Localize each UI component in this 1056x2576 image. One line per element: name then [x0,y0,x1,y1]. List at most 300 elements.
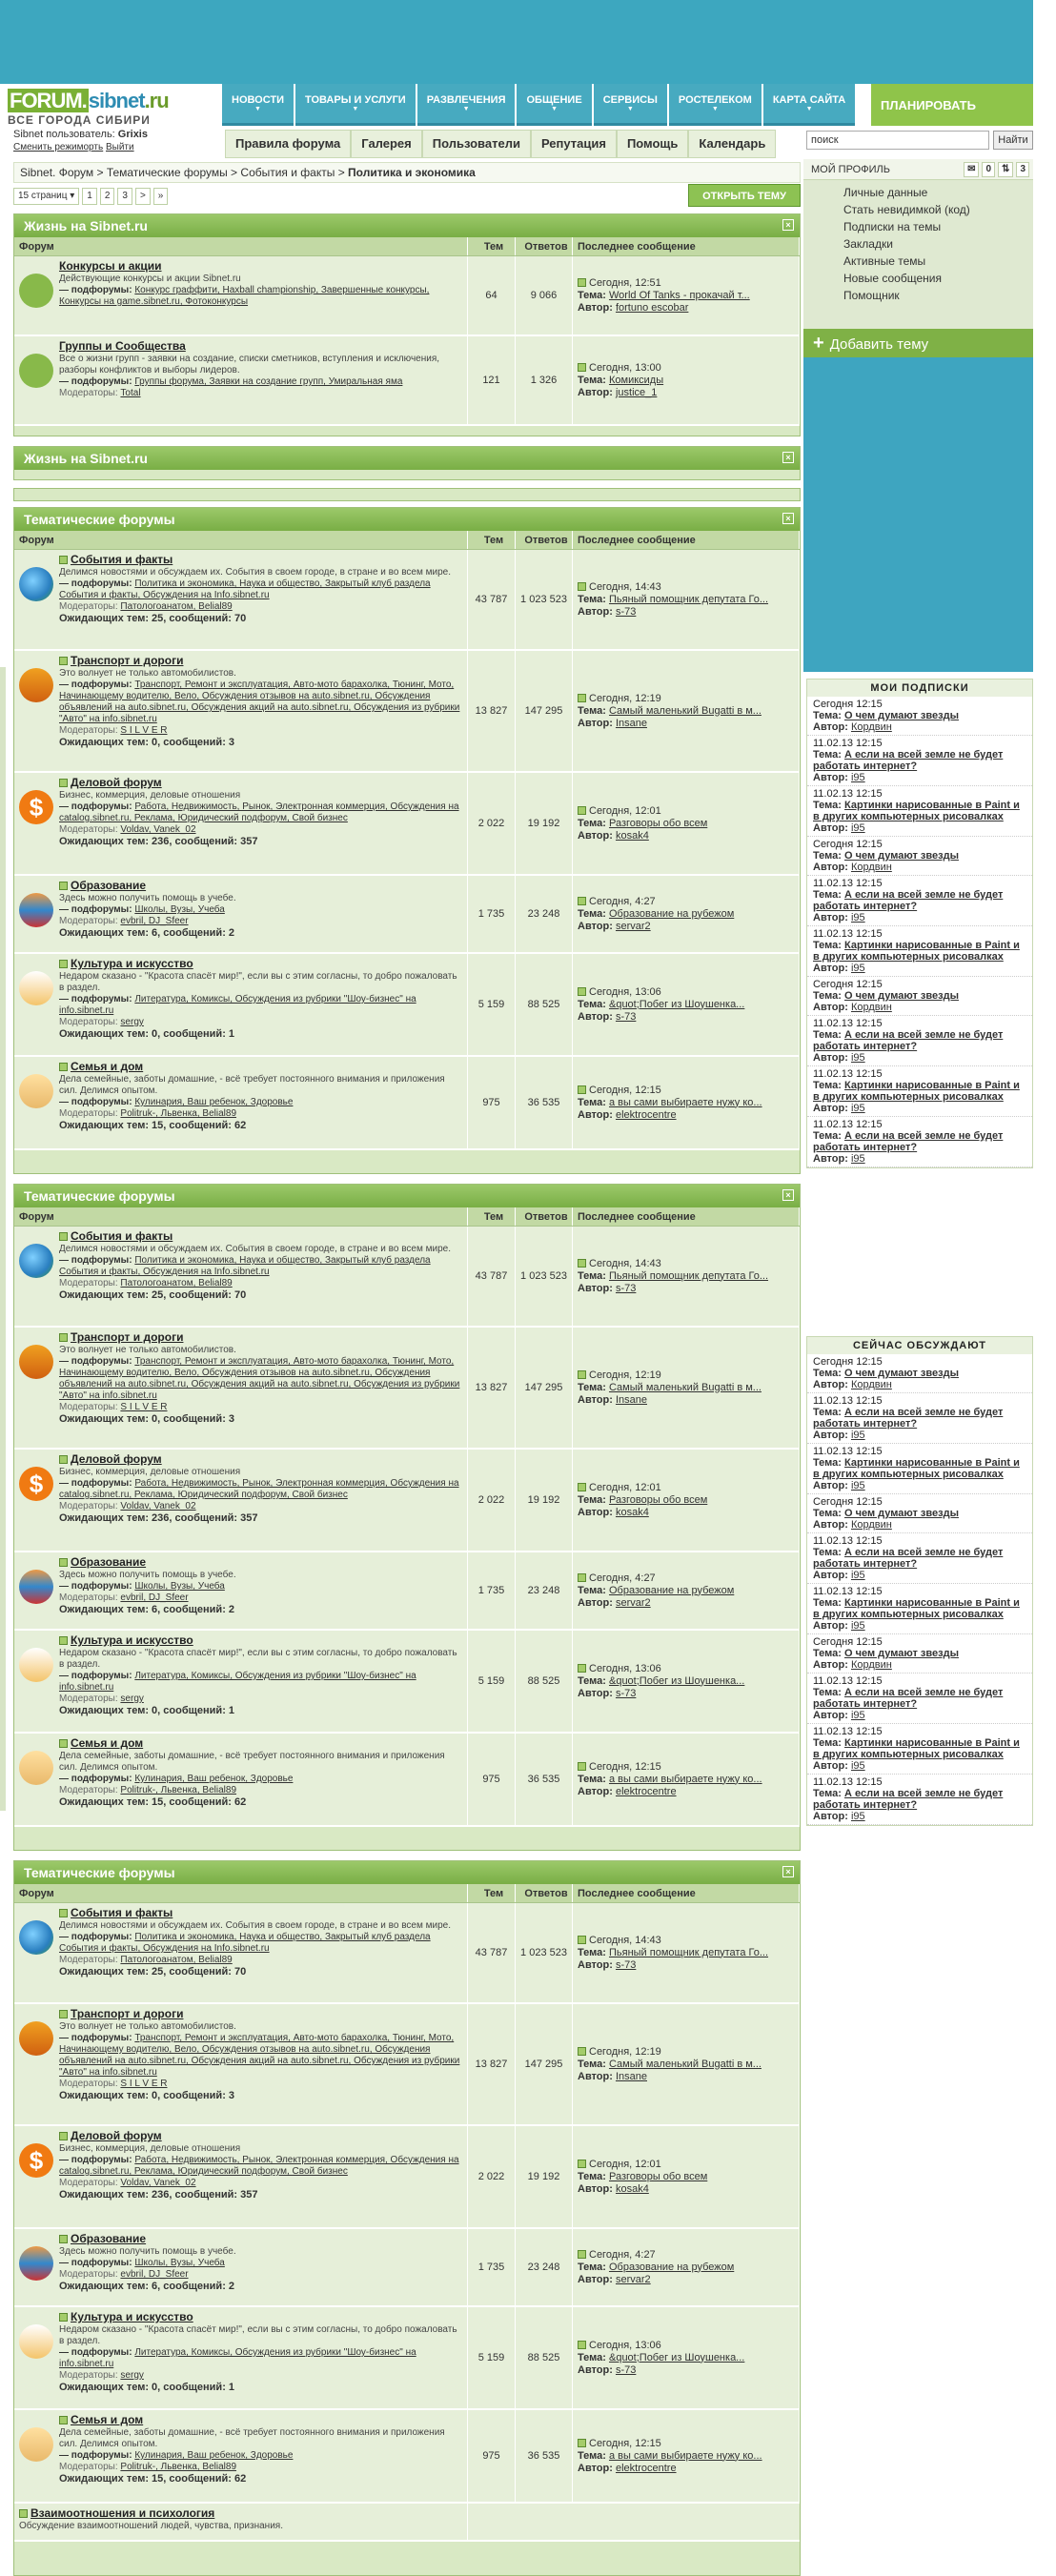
topic-link[interactable]: Картинки нарисованные в Paint и в других компьютерных рисовалках [813,1457,1020,1480]
forum-title[interactable]: Деловой форум [71,1452,162,1466]
forum-title[interactable]: Группы и Сообщества [59,339,186,353]
topic-link[interactable]: О чем думают звезды [843,1648,959,1659]
last-post-icon[interactable] [578,2250,586,2259]
topic-link[interactable]: О чем думают звезды [843,850,959,862]
forum-title-line [59,340,462,354]
forum-cell [14,256,468,335]
last-post-author [578,718,794,730]
rss-icon[interactable] [19,2509,28,2518]
last-post-topic-link[interactable]: Разговоры обо всем [608,2170,708,2182]
last-post-icon[interactable] [578,278,586,287]
rss-icon[interactable] [59,1063,68,1071]
forum-title[interactable]: События и факты [71,553,173,566]
page-link[interactable]: 1 [82,188,97,205]
nav-item-5[interactable] [669,84,762,126]
profile-item[interactable]: Закладки [843,237,893,251]
page-link[interactable]: > [135,188,151,205]
topic-link[interactable]: Картинки нарисованные в Paint и в других компьютерных рисовалках [813,1737,1020,1760]
subforums-links[interactable]: Политика и экономика, Наука и общество, Закрытый клуб раздела События и факты, Обсуждения на Info.sibnet.ru [59,578,431,600]
last-post-author [578,2463,794,2475]
rss-icon[interactable] [59,657,68,665]
last-post-topic-link[interactable]: Самый маленький Bugatti в м... [608,1381,762,1393]
last-post-author-link[interactable]: s-73 [615,1958,637,1971]
nav-item-6[interactable] [763,84,855,126]
last-post-topic-link[interactable]: Пьяный помощник депутата Го... [608,1946,769,1958]
rss-icon[interactable] [59,1739,68,1748]
last-post-topic-link[interactable]: Пьяный помощник депутата Го... [608,1269,769,1282]
mail-count: 0 [982,162,995,177]
page-link[interactable]: 2 [100,188,115,205]
item-date: Сегодня 12:15 [813,1636,883,1648]
author-link[interactable]: i95 [850,1710,865,1721]
forum-title-line [59,1634,462,1648]
subforums-links[interactable]: Работа, Недвижимость, Рынок, Электронная коммерция, Обсуждения на catalog.sibnet.ru, Реклама, Юридический подфорум, Свой бизнес [59,2155,459,2177]
rss-icon[interactable] [59,2313,68,2322]
mods-links[interactable]: Total [120,388,141,398]
forum-title[interactable]: Транспорт и дороги [71,1330,184,1344]
author-link[interactable]: Кордвин [850,1519,892,1531]
last-post-topic-link[interactable]: Образование на рубежом [608,1584,735,1596]
last-post-icon[interactable] [578,1762,586,1771]
mods-links[interactable]: S I L V E R [120,725,168,736]
rss-icon[interactable] [59,1455,68,1464]
topic-label: Тема: [813,1029,842,1041]
profile-item[interactable]: Помощник [843,289,900,302]
rss-icon[interactable] [59,1909,68,1917]
subforums-links[interactable]: Школы, Вузы, Учеба [134,1581,225,1592]
subforums-links[interactable]: Транспорт, Ремонт и эксплуатация, Авто-мото барахолка, Тюнинг, Мото, Начинающему водителю, Вело, Обсуждения отзывов на auto.sibnet.ru, Обсуждения объявлений на auto.sibnet.ru, Обсуждения акций на auto.sibnet.ru, Обсуждения из рубрики "Авто" на info.sibnet.ru [59,1356,460,1401]
topic-link[interactable]: Картинки нарисованные в Paint и в других компьютерных рисовалках [813,1597,1020,1620]
last-post-author-link[interactable]: Insane [615,1393,647,1406]
last-post-icon[interactable] [578,1483,586,1491]
last-post-icon[interactable] [578,2341,586,2349]
last-post-icon[interactable] [578,806,586,815]
subforums-label: — подфорумы: [59,1356,132,1367]
last-post-author-link[interactable]: Insane [615,2070,647,2082]
collapse-icon[interactable]: × [782,1189,794,1201]
page-link[interactable]: » [153,188,169,205]
topic-link[interactable]: О чем думают звезды [843,1368,959,1379]
user-name[interactable]: Grixis [117,129,148,140]
last-post-topic-link[interactable]: &quot;Побег из Шоушенка... [608,2351,745,2363]
last-post-author-link[interactable]: s-73 [615,1010,637,1023]
last-post-icon[interactable] [578,1085,586,1094]
item-author [813,1659,1026,1671]
author-link[interactable]: i95 [850,822,865,834]
last-post-icon[interactable] [578,582,586,591]
mods-label: Модераторы: [59,725,118,736]
rss-icon[interactable] [59,1636,68,1645]
collapse-icon[interactable]: × [782,452,794,463]
last-post-date-text: Сегодня, 4:27 [589,2248,656,2261]
subforums-links[interactable]: Работа, Недвижимость, Рынок, Электронная коммерция, Обсуждения на catalog.sibnet.ru, Реклама, Юридический подфорум, Свой бизнес [59,801,459,823]
last-post-icon[interactable] [578,694,586,702]
subnav-item-3[interactable]: Репутация [531,130,617,158]
nav-item-label: ТОВАРЫ И УСЛУГИ [305,93,406,106]
rss-icon[interactable] [59,2132,68,2140]
item-topic [813,1457,1026,1480]
last-post-topic-link[interactable]: World Of Tanks - прокачай т... [608,289,750,301]
section-header[interactable] [14,1185,800,1207]
author-link[interactable]: i95 [850,1103,865,1114]
rss-icon[interactable] [59,882,68,890]
section-header[interactable] [14,447,800,470]
topics-count: 2 022 [468,2126,516,2227]
last-post-topic-link[interactable]: Самый маленький Bugatti в м... [608,704,762,717]
topic-link[interactable]: А если на всей земле не будет работать интернет? [813,889,1004,912]
section-header[interactable] [14,508,800,531]
last-post-topic-link[interactable]: а вы сами выбираете нужу ко... [608,1096,762,1108]
rss-icon[interactable] [59,1232,68,1241]
author-link[interactable]: Кордвин [850,1659,892,1671]
rss-icon[interactable] [59,1558,68,1567]
pagination [13,188,168,205]
forum-title[interactable]: Образование [71,879,147,892]
subforums-links[interactable]: Литература, Комиксы, Обсуждения из рубрики "Шоу-бизнес" на info.sibnet.ru [59,1671,416,1693]
waiting-count: Ожидающих тем: 0, сообщений: 3 [59,1413,235,1425]
last-post-icon[interactable] [578,1259,586,1268]
item-author [813,1480,1026,1491]
subforums-links[interactable]: Кулинария, Ваш ребенок, Здоровье [134,2450,294,2461]
mods-links[interactable]: evbril, DJ_Sfeer [120,1592,189,1603]
last-post-icon[interactable] [578,987,586,996]
mods-links[interactable]: Politruk-, Львенка, Belial89 [120,1785,237,1795]
topic-link[interactable]: А если на всей земле не будет работать интернет? [813,1407,1004,1430]
last-post-topic-link[interactable]: Образование на рубежом [608,2261,735,2273]
collapse-icon[interactable]: × [782,219,794,231]
subforums-label: — подфорумы: [59,679,132,690]
profile-item[interactable]: Личные данные [843,186,928,199]
last-post-topic [578,1675,794,1688]
last-post-author-link[interactable]: Insane [615,717,647,729]
mods-links[interactable]: Патологоанатом, Belial89 [120,601,233,612]
waiting-count: Ожидающих тем: 0, сообщений: 3 [59,2090,235,2101]
last-post-author-link[interactable]: kosak4 [615,829,649,842]
rss-icon[interactable] [59,2235,68,2243]
forum-title[interactable]: Транспорт и дороги [71,2007,184,2020]
topic-link[interactable]: А если на всей земле не будет работать интернет? [813,1547,1004,1570]
mods-links[interactable]: Патологоанатом, Belial89 [120,1955,233,1965]
subnav-item-2[interactable]: Пользователи [422,130,531,158]
last-post-author-link[interactable]: s-73 [615,1687,637,1699]
last-post-icon[interactable] [578,897,586,905]
topic-link[interactable]: А если на всей земле не будет работать интернет? [813,1788,1004,1811]
item-author [813,1710,1026,1721]
subforums-links[interactable]: Кулинария, Ваш ребенок, Здоровье [134,1097,294,1107]
last-post-topic-link[interactable]: Образование на рубежом [608,907,735,920]
forum-title[interactable]: Культура и искусство [71,2310,193,2323]
subforums-links[interactable]: Транспорт, Ремонт и эксплуатация, Авто-мото барахолка, Тюнинг, Мото, Начинающему водителю, Вело, Обсуждения отзывов на auto.sibnet.ru, Обсуждения объявлений на auto.sibnet.ru, Обсуждения акций на auto.sibnet.ru, Обсуждения из рубрики "Авто" на info.sibnet.ru [59,679,460,724]
subnav-item-5[interactable]: Календарь [688,130,776,158]
author-link[interactable]: i95 [850,1430,865,1441]
mods-links[interactable]: S I L V E R [120,1402,168,1412]
topic-link[interactable]: Картинки нарисованные в Paint и в других компьютерных рисовалках [813,1080,1020,1103]
forum-cell [14,2126,468,2227]
last-post-author-link[interactable]: elektrocentre [615,1108,677,1121]
replies-count: 147 295 [516,2004,573,2124]
author-link[interactable]: i95 [850,1570,865,1581]
subforums-links[interactable]: Школы, Вузы, Учеба [134,2258,225,2268]
topic-link[interactable]: А если на всей земле не будет работать интернет? [813,1029,1004,1052]
author-link[interactable]: Кордвин [850,721,892,733]
new-topic-button[interactable]: ОТКРЫТЬ ТЕМУ [688,184,801,207]
author-link[interactable]: Кордвин [850,1002,892,1013]
last-post-icon[interactable] [578,2439,586,2447]
last-post-topic-link[interactable]: &quot;Побег из Шоушенка... [608,1674,745,1687]
subforums-links[interactable]: Кулинария, Ваш ребенок, Здоровье [134,1774,294,1784]
last-post-topic-link[interactable]: а вы сами выбираете нужу ко... [608,1773,762,1785]
forum-title[interactable]: События и факты [71,1229,173,1243]
subscriptions-box [806,679,1033,1168]
subforums-links[interactable]: Транспорт, Ремонт и эксплуатация, Авто-мото барахолка, Тюнинг, Мото, Начинающему водителю, Вело, Обсуждения отзывов на auto.sibnet.ru, Обсуждения объявлений на auto.sibnet.ru, Обсуждения акций на auto.sibnet.ru, Обсуждения из рубрики "Авто" на info.sibnet.ru [59,2033,460,2078]
mods-links[interactable]: Politruk-, Львенка, Belial89 [120,2462,237,2472]
mods-links[interactable]: Voldav, Vanek_02 [120,824,196,835]
last-post-icon[interactable] [578,1573,586,1582]
last-post-icon[interactable] [578,1664,586,1673]
collapse-icon[interactable]: × [782,1866,794,1877]
rss-icon[interactable] [59,960,68,968]
nav-item-0[interactable] [222,84,294,126]
forum-title[interactable]: Культура и искусство [71,957,193,970]
last-post-date [578,2159,794,2171]
section-header[interactable] [14,214,800,237]
last-post-icon[interactable] [578,1936,586,1944]
mods-links[interactable]: evbril, DJ_Sfeer [120,916,189,926]
last-post-topic-link[interactable]: Самый маленький Bugatti в м... [608,2058,762,2070]
forum-title[interactable]: Семья и дом [71,1060,144,1073]
forum-cell [14,2307,468,2408]
author-link[interactable]: i95 [850,912,865,923]
topic-label: Тема: [813,940,842,951]
forum-row [14,336,800,426]
mods-links[interactable]: Politruk-, Львенка, Belial89 [120,1108,237,1119]
subnav-item-4[interactable]: Помощь [617,130,688,158]
add-topic-button[interactable] [803,329,1033,357]
rss-icon[interactable] [59,556,68,564]
last-post-author-link[interactable]: servar2 [615,1596,651,1609]
forum-row [14,1328,800,1450]
topics-count: 2 022 [468,773,516,874]
profile-item[interactable]: Активные темы [843,254,926,268]
author-link[interactable]: i95 [850,963,865,974]
last-post-topic [578,594,794,606]
topic-link[interactable]: А если на всей земле не будет работать интернет? [813,749,1004,772]
section-title: Тематические форумы [24,1865,175,1880]
last-post-author-link[interactable]: kosak4 [615,1506,649,1518]
moderators [59,725,462,737]
subforums [59,1255,462,1278]
site-logo[interactable] [8,89,212,125]
topics-count: 43 787 [468,1227,516,1326]
last-post-date [578,362,794,375]
last-post-topic-link[interactable]: Разговоры обо всем [608,817,708,829]
last-post-icon[interactable] [578,1370,586,1379]
topic-link[interactable]: Картинки нарисованные в Paint и в других компьютерных рисовалках [813,940,1020,963]
subforums-links[interactable]: Конкурс граффити, Haxball championship, Завершенные конкурсы, Конкурсы на game.sibnet.ru, Фотоконкурсы [59,285,430,307]
mods-links[interactable]: Патологоанатом, Belial89 [120,1278,233,1288]
forum-cell [14,1450,468,1551]
subnav-item-0[interactable]: Правила форума [225,130,351,158]
truck-icon [19,2021,53,2056]
last-post-icon[interactable] [578,363,586,372]
last-post-author-link[interactable]: s-73 [615,1282,637,1294]
nav-item-2[interactable] [417,84,516,126]
forum-title-line [59,2311,462,2324]
topic-link[interactable]: А если на всей земле не будет работать интернет? [813,1687,1004,1710]
subforums [59,1356,462,1402]
last-post [573,773,800,874]
rss-icon[interactable] [59,1333,68,1342]
subforums-links[interactable]: Группы форума, Заявки на создание групп, Умиральная яма [134,376,403,387]
waiting-count: Ожидающих тем: 6, сообщений: 2 [59,927,235,939]
forum-description: Делимся новостями и обсуждаем их. События в своем городе, в стране и во всем мире. [59,1244,451,1254]
topics-count: 5 159 [468,954,516,1055]
forum-title[interactable]: Культура и искусство [71,1633,193,1647]
author-label: Автор: [578,386,613,398]
collapse-icon[interactable]: × [782,513,794,524]
topic-link[interactable]: А если на всей земле не будет работать интернет? [813,1130,1004,1153]
last-post-icon[interactable] [578,2047,586,2056]
item-topic [813,1648,1026,1659]
forum-title[interactable]: Деловой форум [71,776,162,789]
rss-icon[interactable] [59,2010,68,2018]
subforums [59,1774,462,1785]
nav-item-1[interactable] [295,84,416,126]
forum-title-line [59,1737,462,1751]
forum-row [14,2307,800,2410]
search-button[interactable]: Найти [993,131,1033,150]
last-post-author-link[interactable]: elektrocentre [615,2462,677,2474]
author-label: Автор: [578,1687,613,1699]
author-link[interactable]: Кордвин [850,862,892,873]
last-post-author-link[interactable]: s-73 [615,605,637,618]
mail-icon[interactable]: ✉ [964,162,979,177]
section-header[interactable] [14,1861,800,1884]
subforums-links[interactable]: Политика и экономика, Наука и общество, Закрытый клуб раздела События и факты, Обсуждения на Info.sibnet.ru [59,1932,431,1954]
topic-link[interactable]: О чем думают звезды [843,1508,959,1519]
forum-title[interactable]: Деловой форум [71,2129,162,2142]
last-post-author-link[interactable]: servar2 [615,2273,651,2285]
last-post-author-link[interactable]: servar2 [615,920,651,932]
breadcrumb-path[interactable]: Sibnet. Форум > Тематические форумы > События и факты > [20,166,345,179]
search-input[interactable]: поиск [806,131,989,150]
forum-title[interactable]: Транспорт и дороги [71,654,184,667]
author-link[interactable]: i95 [850,1620,865,1632]
item-author [813,822,1026,834]
author-label: Автор: [578,1958,613,1971]
logout-link[interactable]: Выйти [105,142,134,152]
topic-label: Тема: [813,1788,842,1799]
waiting-count: Ожидающих тем: 6, сообщений: 2 [59,1604,235,1615]
mods-links[interactable]: S I L V E R [120,2079,168,2089]
last-post-author-link[interactable]: s-73 [615,2363,637,2376]
last-post-author-link[interactable]: fortuno escobar [615,301,689,314]
mods-links[interactable]: Voldav, Vanek_02 [120,2178,196,2188]
page-link[interactable]: 3 [117,188,132,205]
mods-label: Модераторы: [59,2079,118,2089]
topic-link[interactable]: О чем думают звезды [843,710,959,721]
topic-label: Тема: [578,704,606,717]
author-link[interactable]: i95 [850,1811,865,1822]
topics-count: 1 735 [468,876,516,952]
last-post-author-link[interactable]: justice_1 [615,386,658,398]
nav-item-label: НОВОСТИ [232,93,285,106]
forum-title[interactable]: Образование [71,1555,147,1569]
mods-links[interactable]: Voldav, Vanek_02 [120,1501,196,1511]
replies-count: 23 248 [516,1552,573,1629]
author-link[interactable]: i95 [850,1760,865,1772]
forum-cell [14,2504,468,2540]
last-post-author-link[interactable]: elektrocentre [615,1785,677,1797]
mods-links[interactable]: sergy [120,1694,144,1704]
mods-links[interactable]: sergy [120,1017,144,1027]
last-post-icon[interactable] [578,2160,586,2168]
profile-title[interactable]: МОЙ ПРОФИЛЬ [811,164,890,175]
forum-title[interactable]: События и факты [71,1906,173,1919]
nav-item-4[interactable] [594,84,667,126]
replies-count: 1 326 [516,336,573,424]
profile-item[interactable]: Подписки на темы [843,220,942,233]
forum-info [59,260,462,331]
forum-title[interactable]: Семья и дом [71,2413,144,2426]
last-post-topic-link[interactable]: а вы сами выбираете нужу ко... [608,2449,762,2462]
mods-links[interactable]: evbril, DJ_Sfeer [120,2269,189,2280]
profile-item[interactable]: Новые сообщения [843,272,942,285]
subforums-links[interactable]: Литература, Комиксы, Обсуждения из рубрики "Шоу-бизнес" на info.sibnet.ru [59,2347,416,2369]
subforums-label: — подфорумы: [59,2155,132,2165]
forum-title[interactable]: Взаимоотношения и психология [30,2506,215,2520]
item-author [813,721,1026,733]
mods-label: Модераторы: [59,1017,118,1027]
last-post-topic-link[interactable]: &quot;Побег из Шоушенка... [608,998,745,1010]
forum-title[interactable]: Семья и дом [71,1736,144,1750]
profile-menu [803,180,1033,304]
forum-title[interactable]: Образование [71,2232,147,2245]
rss-icon[interactable] [59,2416,68,2424]
nav-ad-banner[interactable]: ПЛАНИРОВАТЬ [871,84,1033,126]
subforums-links[interactable]: Политика и экономика, Наука и общество, Закрытый клуб раздела События и факты, Обсуждения на Info.sibnet.ru [59,1255,431,1277]
item-date: 11.02.13 12:15 [813,1535,883,1547]
subforums-links[interactable]: Школы, Вузы, Учеба [134,904,225,915]
author-link[interactable]: i95 [850,1153,865,1165]
replies-count: 19 192 [516,2126,573,2227]
last-post-date-text: Сегодня, 12:15 [589,1084,661,1096]
last-post-author-link[interactable]: kosak4 [615,2182,649,2195]
author-link[interactable]: i95 [850,1052,865,1064]
forum-title[interactable]: Конкурсы и акции [59,259,162,273]
author-link[interactable]: i95 [850,772,865,783]
last-post-topic-link[interactable]: Комиксиды [608,374,664,386]
last-post-topic-link[interactable]: Пьяный помощник депутата Го... [608,593,769,605]
subnav-item-1[interactable]: Галерея [351,130,422,158]
last-post-date-text: Сегодня, 4:27 [589,1572,656,1584]
author-link[interactable]: i95 [850,1480,865,1491]
subforums [59,1478,462,1501]
author-link[interactable]: Кордвин [850,1379,892,1390]
rss-icon[interactable] [59,779,68,787]
subforums-links[interactable]: Работа, Недвижимость, Рынок, Электронная коммерция, Обсуждения на catalog.sibnet.ru, Реклама, Юридический подфорум, Свой бизнес [59,1478,459,1500]
page-link[interactable]: 15 страниц ▾ [13,188,79,205]
subforums-links[interactable]: Литература, Комиксы, Обсуждения из рубрики "Шоу-бизнес" на info.sibnet.ru [59,994,416,1016]
topic-link[interactable]: О чем думают звезды [843,990,959,1002]
last-post-topic-link[interactable]: Разговоры обо всем [608,1493,708,1506]
mods-links[interactable]: sergy [120,2370,144,2381]
nav-item-3[interactable] [517,84,591,126]
forum-description: Дела семейные, заботы домашние, - всё требует постоянного внимания и приложения сил. Делимся опытом. [59,2427,445,2449]
change-mode-link[interactable]: Сменить режиморть [13,142,104,152]
profile-item[interactable]: Стать невидимкой (код) [843,203,970,216]
topic-link[interactable]: Картинки нарисованные в Paint и в других компьютерных рисовалках [813,800,1020,822]
